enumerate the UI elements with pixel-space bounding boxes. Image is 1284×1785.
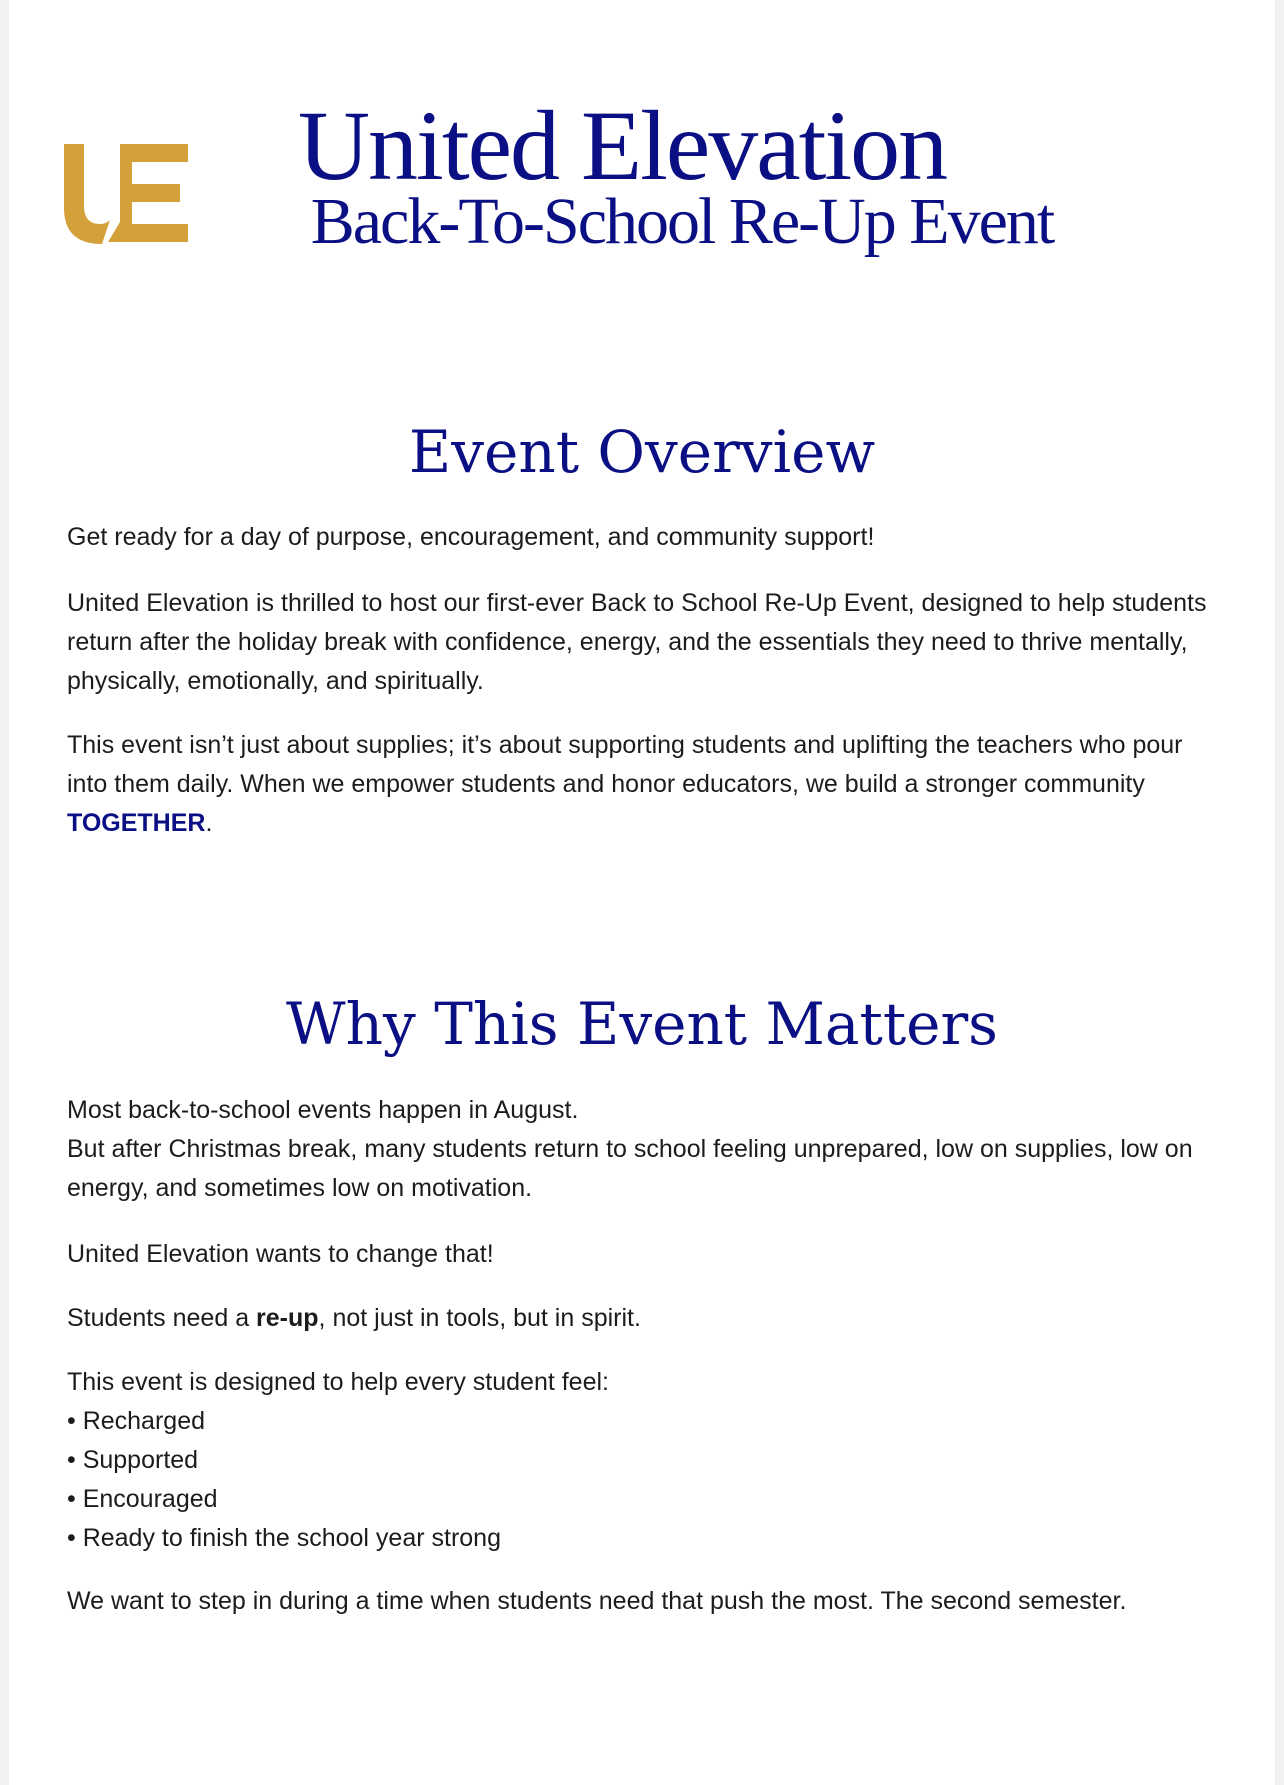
bullet-item: • Encouraged [67, 1485, 218, 1513]
re-up-emphasis: re-up [256, 1304, 319, 1332]
why-paragraph-1 [67, 1091, 1227, 1208]
overview-paragraph-2: United Elevation is thrilled to host our first-ever Back to School Re-Up Event, designed to help students return after the holiday break with confidence, energy, and the essentials they need to thrive mentally, physically, emotionally, and spiritually. [67, 589, 1207, 695]
together-emphasis: TOGETHER [67, 809, 206, 837]
why-p1-line2: But after Christmas break, many students return to school feeling unprepared, low on supplies, low on energy, and sometimes low on motivation. [67, 1135, 1193, 1202]
why-paragraph-4 [67, 1363, 1227, 1558]
bullet-item: • Ready to finish the school year strong [67, 1524, 501, 1552]
page-title: United Elevation [297, 90, 947, 201]
overview-p3-end: . [205, 809, 213, 837]
bullet-item: • Recharged [67, 1407, 206, 1435]
why-paragraph-5: We want to step in during a time when students need that push the most. The second semester. [67, 1587, 1127, 1615]
why-p1-line1: Most back-to-school events happen in August. [67, 1096, 579, 1124]
why-p3-b: , not just in tools, but in spirit. [318, 1304, 641, 1332]
overview-paragraph-3 [67, 726, 1227, 843]
why-heading: Why This Event Matters [286, 990, 998, 1058]
overview-p3-text: This event isn’t just about supplies; it’s about supporting students and uplifting the teachers who pour into them daily. When we empower students and honor educators, we build a stronger community [67, 731, 1183, 798]
why-paragraph-3 [67, 1299, 1227, 1338]
event-overview-heading: Event Overview [408, 418, 876, 486]
why-p3-a: Students need a [67, 1304, 257, 1332]
why-paragraph-2: United Elevation wants to change that! [67, 1240, 494, 1268]
bullet-item: • Supported [67, 1446, 199, 1474]
overview-paragraph-1: Get ready for a day of purpose, encouragement, and community support! [67, 523, 875, 551]
page-subtitle: Back-To-School Re-Up Event [310, 185, 1054, 258]
why-p4-intro: This event is designed to help every student feel: [67, 1368, 609, 1396]
